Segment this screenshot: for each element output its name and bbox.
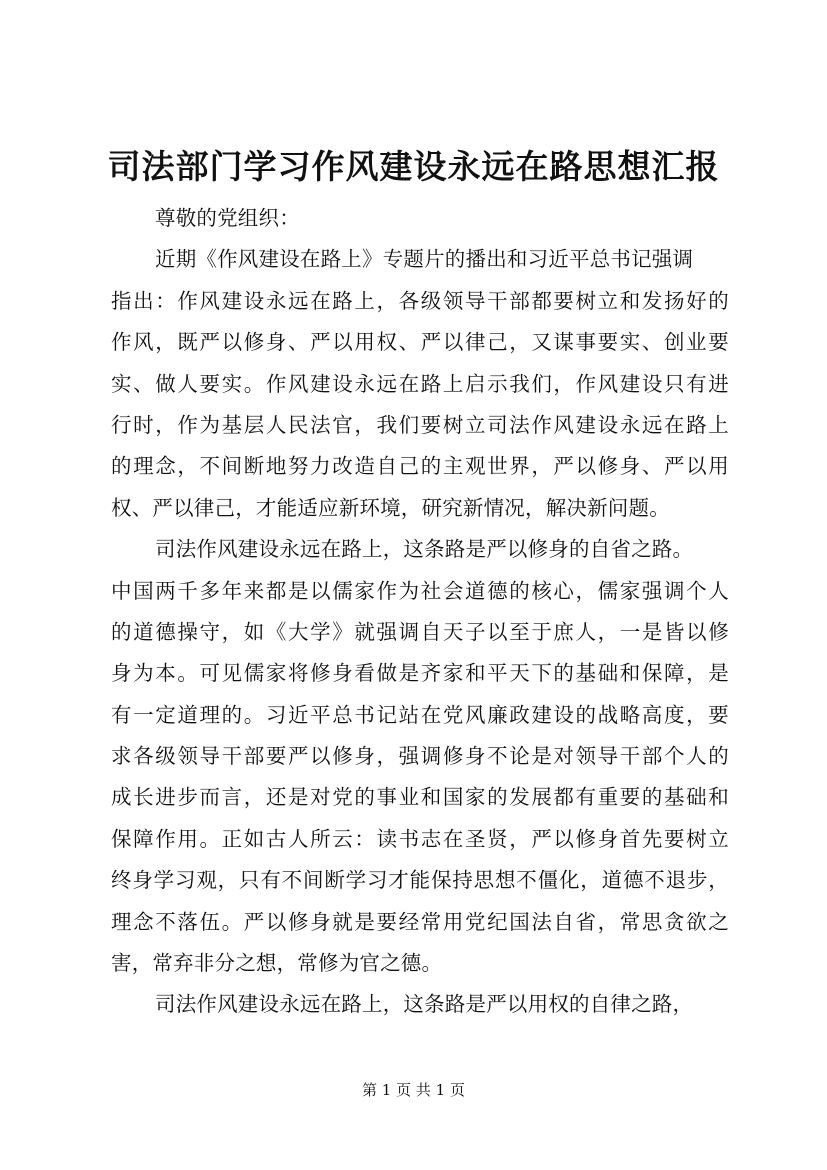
paragraph-line: 求各级领导干部要严以修身，强调修身不论是对领导干部个人的 — [111, 744, 729, 769]
paragraph-line: 实、做人要实。作风建设永远在路上启示我们，作风建设只有进 — [111, 371, 729, 396]
paragraph-line: 司法作风建设永远在路上，这条路是严以修身的自省之路。 — [155, 537, 694, 562]
paragraph-line: 的道德操守，如《大学》就强调自天子以至于庶人，一是皆以修 — [111, 619, 729, 644]
paragraph-line: 有一定道理的。习近平总书记站在党风廉政建设的战略高度，要 — [111, 702, 729, 727]
page-footer: 第 1 页 共 1 页 — [362, 1081, 465, 1099]
paragraph-line: 终身学习观，只有不间断学习才能保持思想不僵化，道德不退步， — [111, 868, 729, 893]
document-body — [111, 198, 729, 1026]
paragraph-line: 近期《作风建设在路上》专题片的播出和习近平总书记强调 — [155, 247, 694, 272]
paragraph-line: 害，常弃非分之想，常修为官之德。 — [111, 951, 443, 976]
paragraph-line: 的理念，不间断地努力改造自己的主观世界，严以修身、严以用 — [111, 454, 729, 479]
paragraph-line: 身为本。可见儒家将修身看做是齐家和平天下的基础和保障，是 — [111, 661, 729, 686]
paragraph-line: 司法作风建设永远在路上，这条路是严以用权的自律之路， — [155, 992, 694, 1017]
paragraph-line: 作风，既严以修身、严以用权、严以律己，又谋事要实、创业要 — [111, 330, 729, 355]
salutation: 尊敬的党组织： — [155, 206, 300, 230]
paragraph-line: 中国两千多年来都是以儒家作为社会道德的核心，儒家强调个人 — [111, 578, 729, 603]
paragraph-line: 指出：作风建设永远在路上，各级领导干部都要树立和发扬好的 — [111, 288, 729, 313]
paragraph-line: 行时，作为基层人民法官，我们要树立司法作风建设永远在路上 — [111, 412, 729, 437]
paragraph-line: 保障作用。正如古人所云：读书志在圣贤，严以修身首先要树立 — [111, 826, 729, 851]
paragraph-line: 成长进步而言，还是对党的事业和国家的发展都有重要的基础和 — [111, 785, 729, 810]
document-title: 司法部门学习作风建设永远在路思想汇报 — [107, 147, 720, 186]
paragraph-line: 权、严以律己，才能适应新环境，研究新情况，解决新问题。 — [111, 495, 670, 520]
paragraph-line: 理念不落伍。严以修身就是要经常用党纪国法自省，常思贪欲之 — [111, 909, 729, 934]
